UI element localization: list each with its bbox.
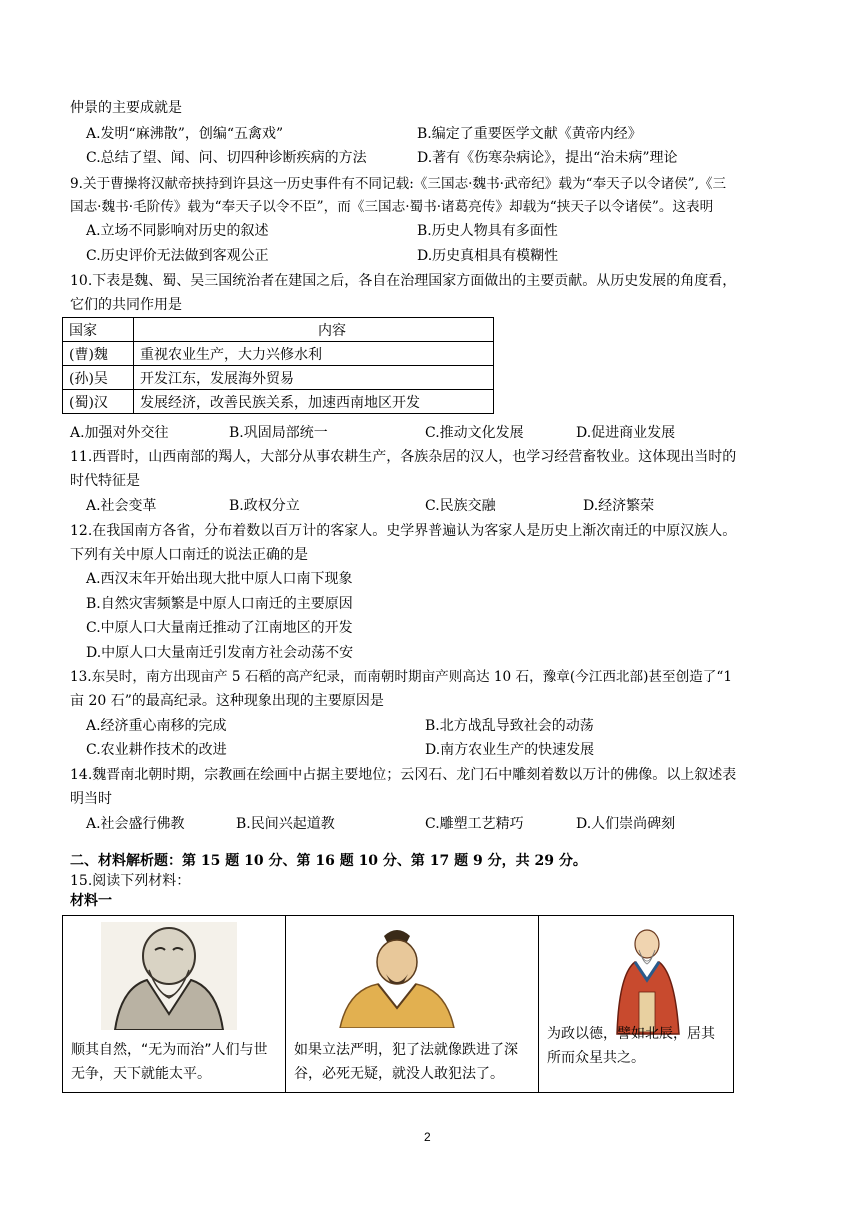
q11-stem-line2: 时代特征是 [70,473,140,489]
q10-table-country: (曹)魏 [63,342,134,366]
q15-material-cell-1 [63,916,286,1093]
q13-option-d: D.南方农业生产的快速发展 [425,742,595,758]
q10-table-country: (蜀)汉 [63,390,134,414]
q13-stem-line2: 亩 20 石”的最高纪录。这种现象出现的主要原因是 [70,693,384,709]
q10-option-a: A.加强对外交往 [70,425,169,441]
section-2-heading: 二、材料解析题：第 15 题 10 分、第 16 题 10 分、第 17 题 9 分，共 29 分。 [70,853,587,869]
q10-table [62,317,494,414]
q14-stem-line2: 明当时 [70,791,112,807]
q15-intro: 15.阅读下列材料： [70,873,191,889]
table-row [63,390,494,414]
q14-stem-line1: 14.魏晋南北朝时期，宗教画在绘画中占据主要地位；云冈石、龙门石中雕刻着数以万计的佛像。以上叙述表 [70,767,737,783]
q9-option-d: D.历史真相具有模糊性 [417,248,559,264]
q12-stem-line1: 12.在我国南方各省，分布着数以百万计的客家人。史学界普遍认为客家人是历史上渐次南迁的中原汉族人。 [70,523,737,539]
laozi-portrait-image [101,922,237,1030]
q15-quote-3: 为政以德，譬如北辰，居其所而众星共之。 [547,1026,715,1066]
q10-option-d: D.促进商业发展 [576,425,676,441]
q9-stem-line1: 9.关于曹操将汉献帝挟持到许县这一历史事件有不同记载:《三国志·魏书·武帝纪》载为“奉天子以令诸侯”,《三 [70,176,727,192]
q9-option-c: C.历史评价无法做到客观公正 [86,248,269,264]
q10-table-header-row [63,318,494,342]
q11-option-b: B.政权分立 [229,498,300,514]
q13-stem-line1: 13.东吴时，南方出现亩产 5 石稻的高产纪录，而南朝时期亩产则高达 10 石，豫章(今江西北部)甚至创造了“1 [70,669,732,685]
q11-option-d: D.经济繁荣 [583,498,655,514]
table-row [63,342,494,366]
q15-material-cell-3 [539,916,734,1093]
q14-option-b: B.民间兴起道教 [236,816,335,832]
page-number: 2 [424,1130,431,1144]
q15-material-table [62,915,734,1093]
q9-option-a: A.立场不同影响对历史的叙述 [86,223,269,239]
q13-option-b: B.北方战乱导致社会的动荡 [425,718,594,734]
q14-option-d: D.人们崇尚碑刻 [576,816,676,832]
q10-table-country: (孙)吴 [63,366,134,390]
q11-option-c: C.民族交融 [425,498,496,514]
hanfei-portrait-image [334,924,460,1028]
confucius-portrait-image [599,922,695,1036]
q10-option-b: B.巩固局部统一 [229,425,328,441]
q10-stem-line1: 10.下表是魏、蜀、吴三国统治者在建国之后，各自在治理国家方面做出的主要贡献。从历史发展的角度看， [70,273,737,289]
q12-option-c: C.中原人口大量南迁推动了江南地区的开发 [86,620,353,636]
q8-option-d: D.著有《伤寒杂病论》，提出“治未病”理论 [417,150,678,166]
q10-table-header-content: 内容 [134,318,494,342]
q9-option-b: B.历史人物具有多面性 [417,223,558,239]
q8-stem-tail: 仲景的主要成就是 [70,100,182,116]
table-row [63,366,494,390]
q10-stem-line2: 它们的共同作用是 [70,297,182,313]
q10-table-content: 开发江东，发展海外贸易 [134,366,494,390]
q12-stem-line2: 下列有关中原人口南迁的说法正确的是 [70,547,308,563]
q15-quote-2: 如果立法严明，犯了法就像跌进了深谷，必死无疑，就没人敢犯法了。 [294,1042,518,1082]
q9-stem-line2: 国志·魏书·毛阶传》载为“奉天子以令不臣”，而《三国志·蜀书·诸葛亮传》却载为“挟天子以令诸侯”。这表明 [70,199,714,215]
q14-option-c: C.雕塑工艺精巧 [425,816,524,832]
q15-quote-1: 顺其自然，“无为而治”人们与世无争，天下就能太平。 [71,1042,268,1082]
q15-material-cell-2 [286,916,539,1093]
q12-option-b: B.自然灾害频繁是中原人口南迁的主要原因 [86,596,353,612]
q8-option-c: C.总结了望、闻、问、切四种诊断疾病的方法 [86,150,367,166]
q10-table-header-country: 国家 [63,318,134,342]
q15-material-label: 材料一 [70,893,112,909]
q12-option-a: A.西汉末年开始出现大批中原人口南下现象 [86,571,353,587]
q10-table-content: 重视农业生产，大力兴修水利 [134,342,494,366]
q8-option-a: A.发明“麻沸散”，创编“五禽戏” [86,126,284,142]
q8-option-b: B.编定了重要医学文献《黄帝内经》 [417,126,642,142]
q13-option-c: C.农业耕作技术的改进 [86,742,227,758]
q10-option-c: C.推动文化发展 [425,425,524,441]
q11-stem-line1: 11.西晋时，山西南部的羯人，大部分从事农耕生产，各族杂居的汉人，也学习经营畜牧业。这体现出当时的 [70,449,737,465]
q11-option-a: A.社会变革 [86,498,157,514]
q13-option-a: A.经济重心南移的完成 [86,718,227,734]
q14-option-a: A.社会盛行佛教 [86,816,185,832]
q10-table-content: 发展经济，改善民族关系，加速西南地区开发 [134,390,494,414]
q12-option-d: D.中原人口大量南迁引发南方社会动荡不安 [86,645,354,661]
